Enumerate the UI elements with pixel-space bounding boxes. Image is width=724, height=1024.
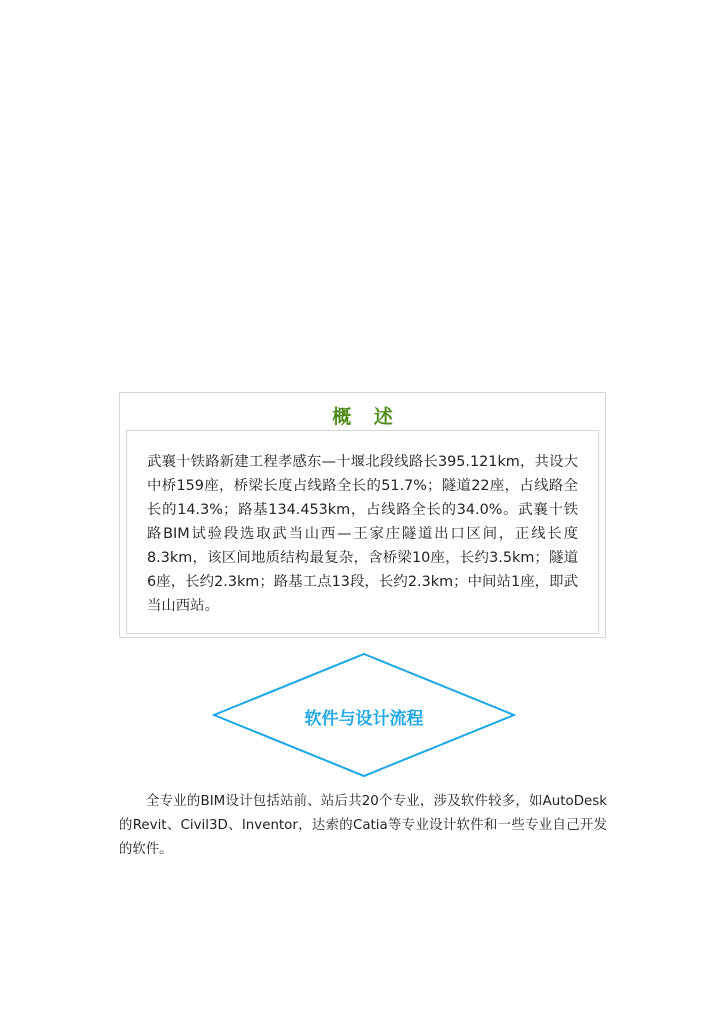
body-paragraph: 全专业的BIM设计包括站前、站后共20个专业，涉及软件较多，如AutoDesk的Revit、Civil3D、Inventor，达索的Catia等专业设计软件和一些专业自己开发的软件。 [119,794,607,857]
section-title: 软件与设计流程 [304,709,424,729]
section-heading-diamond [212,652,516,778]
overview-title: 概 述 [332,406,401,428]
overview-content-box [126,430,599,634]
overview-text: 武襄十铁路新建工程孝感东—十堰北段线路长395.121km，共设大中桥159座，桥梁长度占线路全长的51.7%；隧道22座，占线路全长的14.3%；路基134.453km，占线路全长的34.0%。武襄十铁路BIM试验段选取武当山西—王家庄隧道出口区间，正线长度8.3km，该区间地质结构最复杂，含桥梁10座，长约3.5km；隧道6座，长约2.3km；路基工点13段，长约2.3km；中间站1座，即武当山西站。 [147,454,578,614]
overview-box [119,392,606,638]
